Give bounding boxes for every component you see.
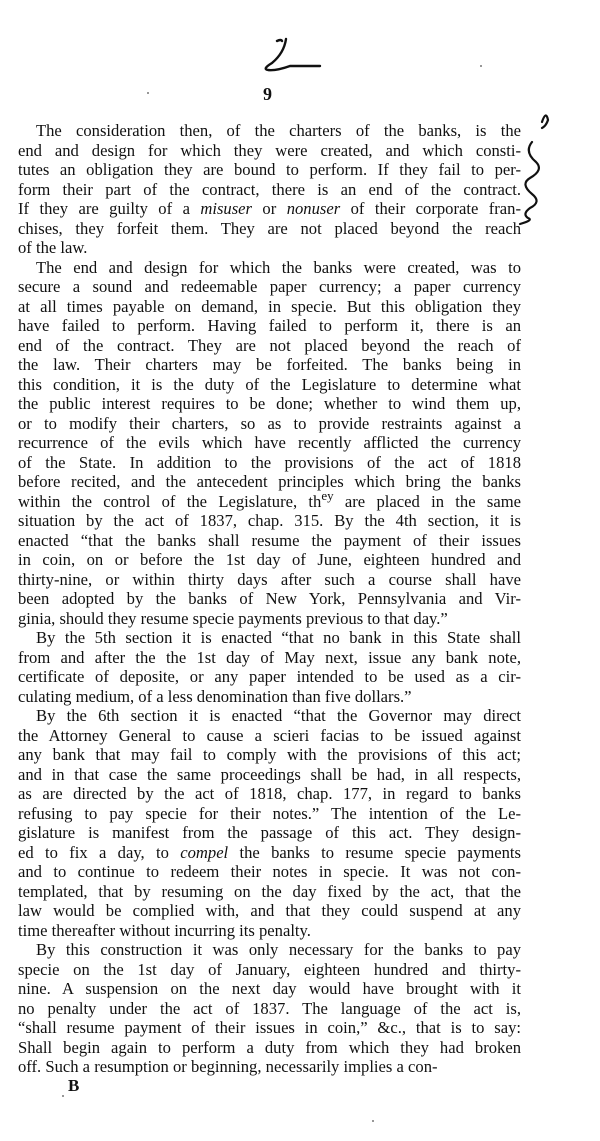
- text-line: [18, 1038, 521, 1058]
- text-segment: situation by the act of 1837, chap. 315. By the 4th section, it is: [18, 511, 521, 530]
- text-line: [18, 453, 521, 473]
- text-line: [18, 121, 521, 141]
- text-segment: law would be complied with, and that they could suspend at any: [18, 901, 521, 920]
- text-segment: Shall begin again to perform a duty from which they had broken: [18, 1037, 521, 1057]
- text-line: [18, 1057, 521, 1077]
- text-segment: been adopted by the banks of New York, Pennsylvania and Vir-: [18, 589, 521, 608]
- text-segment: The end and design for which the banks were created, was to: [36, 257, 521, 277]
- text-line: [18, 550, 521, 570]
- text-line: [18, 921, 521, 941]
- text-segment: any bank that may fail to comply with the provisions of this act;: [18, 745, 521, 764]
- italic-text: compel: [180, 842, 229, 862]
- scan-speck: [480, 65, 482, 67]
- text-segment: of the law.: [18, 238, 88, 257]
- text-line: [18, 141, 521, 161]
- text-line: [18, 609, 521, 629]
- text-segment: secure a sound and redeemable paper currency; a paper currency: [18, 277, 521, 296]
- text-line: [18, 667, 521, 687]
- text-line: [18, 745, 521, 765]
- paragraph: [18, 628, 521, 706]
- text-line: [18, 979, 521, 999]
- text-segment: the public interest requires to be done; whether to wind them up,: [18, 394, 521, 413]
- text-line: [18, 531, 521, 551]
- text-segment: By this construction it was only necessary for the banks to pay: [36, 940, 521, 959]
- text-segment: and in that case the same proceedings shall be had, in all respects,: [18, 764, 521, 784]
- text-segment: refusing to pay specie for their notes.” The intention of the Le-: [18, 803, 521, 823]
- text-segment: or: [252, 199, 287, 218]
- text-segment: recurrence of the evils which have recently afflicted the currency: [18, 433, 521, 452]
- text-segment: or to modify their charters, so as to provide restraints against a: [18, 413, 521, 433]
- text-segment: time thereafter without incurring its penalty.: [18, 920, 311, 940]
- text-segment: are placed in the same: [333, 491, 521, 511]
- scan-speck: [147, 92, 149, 94]
- scan-speck: [372, 1120, 374, 1122]
- text-line: [18, 238, 521, 258]
- text-segment: ginia, should they resume specie payments previous to that day.”: [18, 608, 448, 628]
- text-line: [18, 336, 521, 356]
- text-segment: within the control of the Legislature, th: [18, 491, 322, 511]
- text-line: [18, 999, 521, 1019]
- text-segment: chises, they forfeit them. They are not placed beyond the reach: [18, 218, 521, 238]
- handwritten-page-mark: [255, 35, 325, 80]
- text-segment: the law. Their charters may be forfeited. The banks being in: [18, 355, 521, 374]
- text-line: [18, 487, 521, 512]
- italic-text: misuser: [200, 199, 252, 218]
- text-line: [18, 258, 521, 278]
- margin-bracket-mark: [518, 112, 558, 237]
- text-segment: the Attorney General to cause a scieri facias to be issued against: [18, 725, 521, 745]
- text-segment: The consideration then, of the charters of the banks, is the: [36, 121, 521, 140]
- text-line: [18, 843, 521, 863]
- body-text: [18, 121, 521, 1077]
- text-line: [18, 726, 521, 746]
- text-line: [18, 511, 521, 531]
- text-line: [18, 414, 521, 434]
- text-segment: culating medium, of a less denomination than five dollars.”: [18, 686, 412, 706]
- text-segment: before recited, and the antecedent principles which bring the banks: [18, 472, 521, 491]
- text-line: [18, 1018, 521, 1038]
- text-segment: ed to fix a day, to: [18, 842, 181, 862]
- text-segment: have failed to perform. Having failed to perform it, there is an: [18, 316, 521, 335]
- text-segment: gislature is manifest from the passage of this act. They design-: [18, 823, 521, 842]
- text-line: [18, 394, 521, 414]
- text-line: [18, 570, 521, 590]
- signature-mark: B: [68, 1076, 80, 1095]
- text-segment: this condition, it is the duty of the Legislature to determine what: [18, 374, 521, 394]
- text-line: [18, 589, 521, 609]
- text-segment: tutes an obligation they are bound to perform. If they fail to per-: [18, 160, 521, 179]
- text-segment: end of the contract. They are not placed beyond the reach of: [18, 335, 521, 355]
- inserted-text: ey: [321, 487, 334, 503]
- text-line: [18, 375, 521, 395]
- text-segment: of the State. In addition to the provisions of the act of 1818: [18, 452, 521, 472]
- text-line: [18, 823, 521, 843]
- text-segment: templated, that by resuming on the day fixed by the act, that the: [18, 881, 521, 901]
- text-segment: By the 5th section it is enacted “that no bank in this State shall: [36, 628, 521, 647]
- text-line: [18, 433, 521, 453]
- text-line: [18, 882, 521, 902]
- text-segment: If they are guilty of a: [18, 199, 201, 218]
- text-segment: the banks to resume specie payments: [228, 842, 521, 862]
- italic-text: nonuser: [286, 199, 341, 218]
- text-line: [18, 765, 521, 785]
- text-segment: in coin, on or before the 1st day of June, eighteen hundred and: [18, 550, 521, 569]
- text-line: [18, 355, 521, 375]
- text-line: [18, 804, 521, 824]
- text-line: [18, 160, 521, 180]
- text-segment: “shall resume payment of their issues in coin,” &c., that is to say:: [18, 1018, 521, 1037]
- text-line: [18, 940, 521, 960]
- text-segment: as are directed by the act of 1818, chap. 177, in regard to banks: [18, 784, 521, 803]
- page-number: 9: [263, 84, 272, 104]
- text-segment: off. Such a resumption or beginning, necessarily implies a con-: [18, 1057, 438, 1076]
- text-segment: certificate of deposite, or any paper intended to be used as a cir-: [18, 667, 521, 686]
- text-line: [18, 706, 521, 726]
- text-line: [18, 297, 521, 317]
- text-segment: and to continue to redeem their notes in specie. It was not con-: [18, 862, 521, 881]
- text-line: [18, 472, 521, 492]
- text-line: [18, 960, 521, 980]
- paragraph: [18, 706, 521, 940]
- text-segment: form their part of the contract, there is an end of the contract.: [18, 179, 521, 199]
- text-line: [18, 648, 521, 668]
- text-segment: By the 6th section it is enacted “that the Governor may direct: [36, 706, 521, 725]
- text-segment: enacted “that the banks shall resume the payment of their issues: [18, 530, 521, 550]
- text-segment: of their corporate fran-: [340, 199, 521, 218]
- text-line: [18, 219, 521, 239]
- text-line: [18, 199, 521, 219]
- text-line: [18, 901, 521, 921]
- text-segment: end and design for which they were created, and which consti-: [18, 140, 521, 160]
- paragraph: [18, 940, 521, 1077]
- text-line: [18, 687, 521, 707]
- text-line: [18, 628, 521, 648]
- text-line: [18, 784, 521, 804]
- text-segment: nine. A suspension on the next day would have brought with it: [18, 979, 521, 998]
- paragraph: [18, 258, 521, 629]
- text-segment: thirty-nine, or within thirty days after such a course shall have: [18, 569, 521, 589]
- text-line: [18, 862, 521, 882]
- text-segment: at all times payable on demand, in specie. But this obligation they: [18, 296, 521, 316]
- scan-speck: [62, 1095, 64, 1097]
- text-segment: from and after the the 1st day of May next, issue any bank note,: [18, 647, 521, 667]
- text-line: [18, 277, 521, 297]
- text-segment: no penalty under the act of 1837. The language of the act is,: [18, 998, 521, 1018]
- text-segment: specie on the 1st day of January, eighteen hundred and thirty-: [18, 959, 521, 979]
- text-line: [18, 316, 521, 336]
- paragraph: [18, 121, 521, 258]
- text-line: [18, 180, 521, 200]
